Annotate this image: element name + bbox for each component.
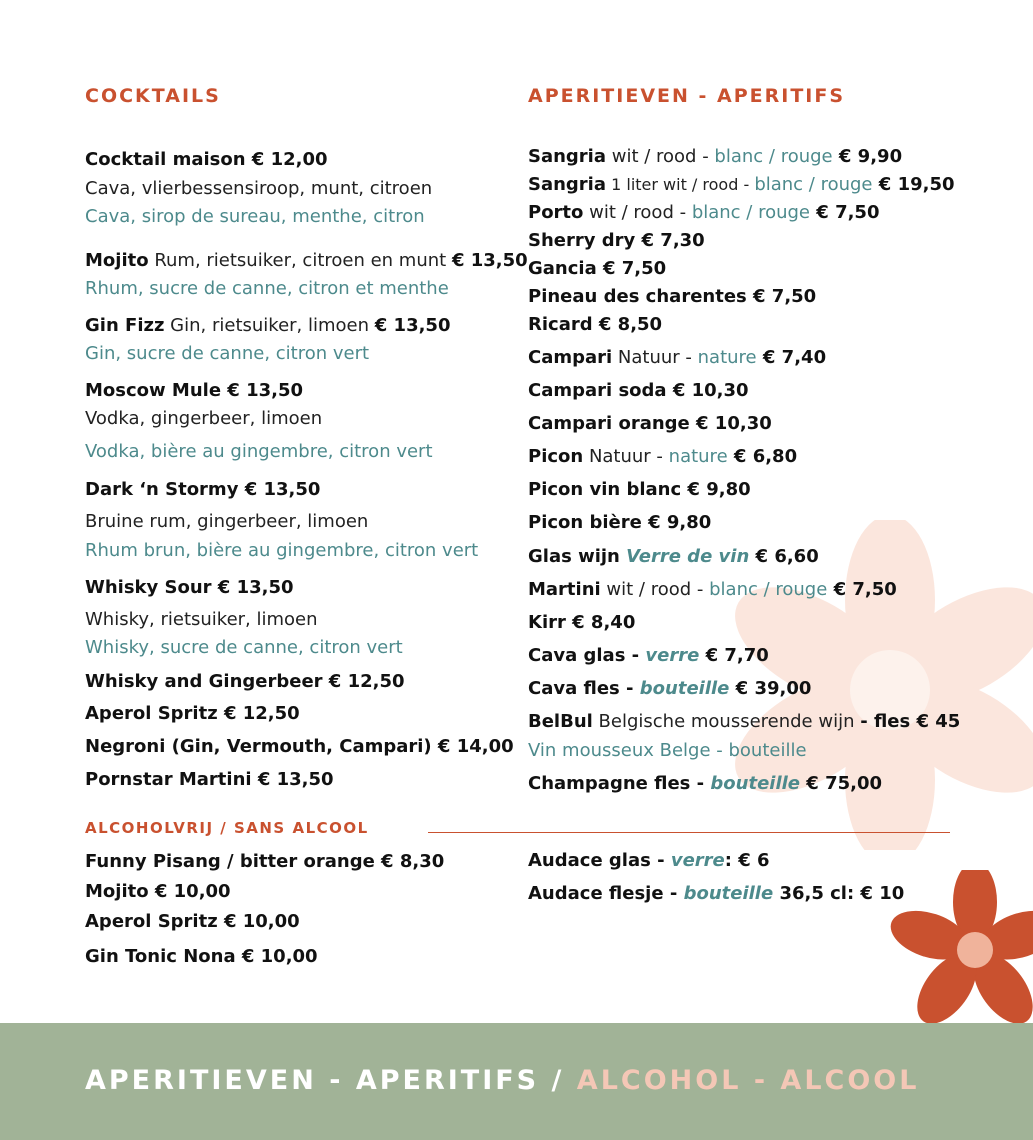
item-name: BelBul (528, 711, 593, 732)
mojito-name: Mojito (85, 250, 149, 271)
aperitif-row (528, 579, 897, 600)
item-price: € 7,70 (699, 645, 769, 666)
dark-stormy-title: Dark ‘n Stormy € 13,50 (85, 479, 321, 500)
item-price: - fles € 45 (860, 711, 961, 732)
audace-flesje-c: 36,5 cl: € 10 (773, 883, 905, 904)
whisky-gingerbeer: Whisky and Gingerbeer € 12,50 (85, 671, 405, 692)
aperitif-row: Gancia € 7,50 (528, 258, 667, 279)
aperitif-row (528, 546, 819, 567)
cocktail-maison-title: Cocktail maison € 12,00 (85, 149, 328, 170)
item-price: € 7,50 (827, 579, 897, 600)
item-fr: blanc / rouge (709, 579, 828, 600)
section-divider (428, 832, 950, 833)
item-fr: blanc / rouge (754, 174, 873, 195)
item-nl: wit / rood - (600, 579, 710, 600)
gin-fizz-line (85, 315, 450, 336)
whisky-sour-fr: Whisky, sucre de canne, citron vert (85, 637, 403, 658)
mojito-nl: Rum, rietsuiker, citroen en munt (148, 250, 452, 271)
item-price: € 9,90 (832, 146, 903, 167)
item-fr: nature (668, 446, 728, 467)
flower-icon (885, 870, 1033, 1023)
whisky-sour-title: Whisky Sour € 13,50 (85, 577, 294, 598)
item-nl: Natuur - (612, 347, 698, 368)
item-price: € 75,00 (800, 773, 883, 794)
mojito-nonalc: Mojito € 10,00 (85, 881, 231, 902)
item-name: Cava glas - (528, 645, 646, 666)
pornstar-martini: Pornstar Martini € 13,50 (85, 769, 334, 790)
item-price: € 39,00 (729, 678, 812, 699)
audace-glas-c: : € 6 (724, 850, 770, 871)
item-fr: blanc / rouge (691, 202, 811, 223)
aperitif-row (528, 773, 882, 794)
footer-title-part1: APERITIEVEN - APERITIFS / (85, 1065, 577, 1096)
footer-title (85, 1065, 919, 1096)
aperitif-row: Picon vin blanc € 9,80 (528, 479, 751, 500)
gin-fizz-fr: Gin, sucre de canne, citron vert (85, 343, 370, 364)
footer-title-part2: ALCOHOL - ALCOOL (576, 1065, 920, 1096)
aperitif-row: Campari soda € 10,30 (528, 380, 749, 401)
mojito-price: € 13,50 (451, 250, 528, 271)
item-nl: Belgische mousserende wijn (592, 711, 861, 732)
aperitif-row (528, 446, 797, 467)
gin-tonic-nona: Gin Tonic Nona € 10,00 (85, 946, 318, 967)
cocktails-heading: COCKTAILS (85, 85, 221, 107)
item-nl: Natuur - (583, 446, 669, 467)
aperol-spritz: Aperol Spritz € 12,50 (85, 703, 300, 724)
aperitif-row: Picon bière € 9,80 (528, 512, 712, 533)
alcoholfree-heading: ALCOHOLVRIJ / SANS ALCOOL (85, 819, 369, 837)
item-fr: Verre de vin (626, 546, 750, 567)
aperitifs-heading: APERITIEVEN - APERITIFS (528, 85, 846, 107)
audace-flesje-fr: bouteille (683, 883, 774, 904)
mojito-fr: Rhum, sucre de canne, citron et menthe (85, 278, 449, 299)
aperitif-row: Pineau des charentes € 7,50 (528, 286, 817, 307)
cocktail-maison-nl: Cava, vlierbessensiroop, munt, citroen (85, 178, 433, 199)
moscow-mule-nl: Vodka, gingerbeer, limoen (85, 408, 323, 429)
negroni: Negroni (Gin, Vermouth, Campari) € 14,00 (85, 736, 514, 757)
aperitif-row (528, 146, 902, 167)
aperitif-row: Campari orange € 10,30 (528, 413, 772, 434)
audace-glas (528, 850, 770, 871)
gin-fizz-name: Gin Fizz (85, 315, 165, 336)
item-name: Martini (528, 579, 601, 600)
item-name: Sangria (528, 174, 607, 195)
item-price: € 7,40 (756, 347, 827, 368)
item-price: € 6,60 (749, 546, 819, 567)
item-nl: wit / rood - (606, 146, 715, 167)
aperitif-row (528, 678, 811, 699)
item-price: € 19,50 (872, 174, 955, 195)
item-name: Cava fles - (528, 678, 640, 699)
item-nl: 1 liter wit / rood - (606, 175, 755, 194)
item-fr: bouteille (710, 773, 801, 794)
item-nl: wit / rood - (583, 202, 692, 223)
aperitif-row (528, 174, 955, 195)
aperitif-row (528, 347, 826, 368)
audace-glas-fr: verre (670, 850, 725, 871)
aperitif-row: Kirr € 8,40 (528, 612, 636, 633)
aperitif-row: Ricard € 8,50 (528, 314, 663, 335)
whisky-sour-nl: Whisky, rietsuiker, limoen (85, 609, 318, 630)
aperitif-row: Sherry dry € 7,30 (528, 230, 705, 251)
belbul-fr: Vin mousseux Belge - bouteille (528, 740, 807, 761)
item-name: Campari (528, 347, 613, 368)
gin-fizz-price: € 13,50 (374, 315, 451, 336)
item-price: € 7,50 (810, 202, 880, 223)
aperitif-row (528, 645, 769, 666)
item-fr: bouteille (639, 678, 730, 699)
audace-flesje-a: Audace flesje - (528, 883, 684, 904)
item-name: Picon (528, 446, 584, 467)
aperol-nonalc: Aperol Spritz € 10,00 (85, 911, 300, 932)
moscow-mule-title: Moscow Mule € 13,50 (85, 380, 304, 401)
item-fr: blanc / rouge (714, 146, 833, 167)
audace-glas-a: Audace glas - (528, 850, 671, 871)
dark-stormy-fr: Rhum brun, bière au gingembre, citron vert (85, 540, 479, 561)
item-name: Glas wijn (528, 546, 627, 567)
item-fr: nature (697, 347, 757, 368)
mojito-line (85, 250, 528, 271)
dark-stormy-nl: Bruine rum, gingerbeer, limoen (85, 511, 369, 532)
moscow-mule-fr: Vodka, bière au gingembre, citron vert (85, 441, 433, 462)
gin-fizz-nl: Gin, rietsuiker, limoen (164, 315, 375, 336)
item-name: Porto (528, 202, 584, 223)
item-name: Sangria (528, 146, 607, 167)
item-price: € 6,80 (727, 446, 798, 467)
aperitif-row (528, 711, 960, 732)
item-name: Champagne fles - (528, 773, 711, 794)
cocktail-maison-fr: Cava, sirop de sureau, menthe, citron (85, 206, 425, 227)
aperitif-row (528, 202, 879, 223)
funny-pisang: Funny Pisang / bitter orange € 8,30 (85, 851, 445, 872)
item-fr: verre (645, 645, 700, 666)
audace-flesje (528, 883, 904, 904)
